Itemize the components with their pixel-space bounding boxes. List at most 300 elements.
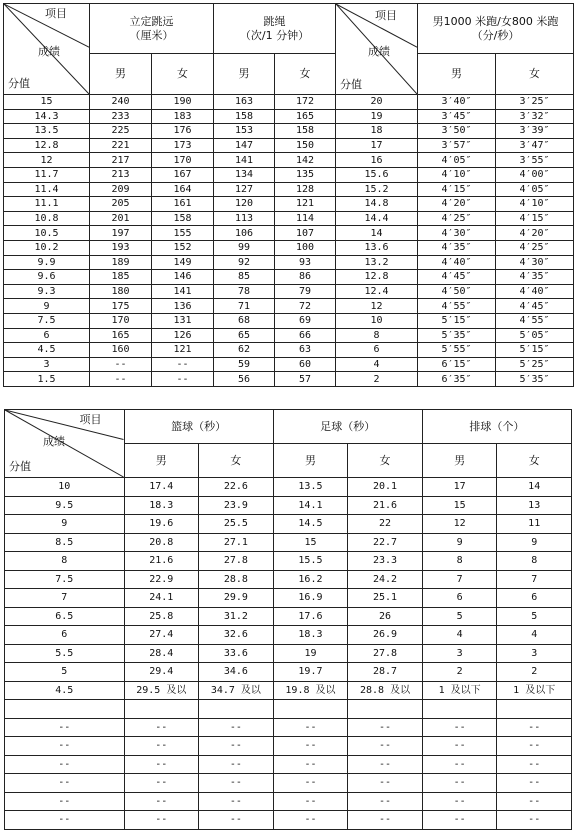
- table-row: [5, 626, 572, 645]
- table-row: [4, 270, 574, 285]
- value-cell: 3′40″: [418, 95, 496, 110]
- value-cell: 197: [90, 226, 152, 241]
- value-cell: 93: [275, 255, 336, 270]
- value-cell: 100: [275, 240, 336, 255]
- points-cell: 5: [5, 663, 125, 682]
- group-header-volleyball: 排球（个）: [422, 410, 571, 444]
- value-cell: 107: [275, 226, 336, 241]
- value-cell: --: [199, 737, 274, 756]
- table-row: [4, 109, 574, 124]
- value-cell: 173: [152, 138, 214, 153]
- points-cell: 9: [4, 299, 90, 314]
- value-cell: 6: [422, 589, 497, 608]
- value-cell: --: [124, 718, 199, 737]
- table-row: [4, 372, 574, 387]
- value-cell: 12.4: [336, 284, 418, 299]
- group-header-jump-rope: [214, 4, 336, 54]
- value-cell: 8: [422, 552, 497, 571]
- value-cell: 165: [90, 328, 152, 343]
- value-cell: 152: [152, 240, 214, 255]
- value-cell: 12: [422, 515, 497, 534]
- value-cell: --: [497, 718, 572, 737]
- value-cell: 4: [497, 626, 572, 645]
- points-cell: 6: [5, 626, 125, 645]
- value-cell: 66: [275, 328, 336, 343]
- points-cell: 11.7: [4, 167, 90, 182]
- value-cell: 221: [90, 138, 152, 153]
- points-cell: 10.8: [4, 211, 90, 226]
- points-cell: 9: [5, 515, 125, 534]
- value-cell: 8: [497, 552, 572, 571]
- corner-item-label: 项目: [45, 7, 67, 20]
- value-cell: 4′15″: [496, 211, 574, 226]
- value-cell: 22.7: [348, 533, 423, 552]
- value-cell: 59: [214, 357, 275, 372]
- sub-header-male: 男: [90, 54, 152, 95]
- value-cell: 56: [214, 372, 275, 387]
- scoring-table-ball-sports: [4, 409, 572, 830]
- points-cell: --: [5, 718, 125, 737]
- value-cell: 65: [214, 328, 275, 343]
- sub-header-female: 女: [496, 54, 574, 95]
- value-cell: 15.2: [336, 182, 418, 197]
- value-cell: 158: [275, 124, 336, 139]
- corner-points-label: 分值: [8, 77, 30, 90]
- group-unit: （分/秒）: [471, 28, 520, 42]
- value-cell: 29.9: [199, 589, 274, 608]
- value-cell: 135: [275, 167, 336, 182]
- value-cell: 20: [336, 95, 418, 110]
- points-cell: 12: [4, 153, 90, 168]
- sub-header-male: 男: [124, 444, 199, 478]
- corner-item-label: 项目: [375, 9, 398, 22]
- points-cell: 7.5: [5, 570, 125, 589]
- table-row: [4, 226, 574, 241]
- value-cell: 167: [152, 167, 214, 182]
- value-cell: 209: [90, 182, 152, 197]
- table-row: [4, 343, 574, 358]
- value-cell: 2: [422, 663, 497, 682]
- corner-item-label: 项目: [79, 413, 102, 426]
- corner-points-label: 分值: [9, 460, 31, 473]
- group-header-distance-run: [418, 4, 574, 54]
- corner-score-label: 成绩: [43, 435, 65, 448]
- value-cell: 16.2: [273, 570, 348, 589]
- value-cell: 78: [214, 284, 275, 299]
- value-cell: 121: [275, 197, 336, 212]
- value-cell: 141: [214, 153, 275, 168]
- sub-header-female: 女: [275, 54, 336, 95]
- value-cell: 33.6: [199, 644, 274, 663]
- value-cell: 4′05″: [418, 153, 496, 168]
- value-cell: 4′05″: [496, 182, 574, 197]
- sub-header-male: 男: [214, 54, 275, 95]
- value-cell: 22: [348, 515, 423, 534]
- points-cell: 10: [5, 478, 125, 497]
- value-cell: --: [497, 792, 572, 811]
- value-cell: 3′50″: [418, 124, 496, 139]
- value-cell: 2: [497, 663, 572, 682]
- value-cell: --: [124, 755, 199, 774]
- table-row: [5, 644, 572, 663]
- value-cell: 8: [336, 328, 418, 343]
- value-cell: --: [124, 811, 199, 830]
- value-cell: 60: [275, 357, 336, 372]
- table-row: [5, 589, 572, 608]
- value-cell: 4′45″: [496, 299, 574, 314]
- value-cell: 113: [214, 211, 275, 226]
- table-row: [5, 811, 572, 830]
- value-cell: 4′20″: [418, 197, 496, 212]
- value-cell: 25.8: [124, 607, 199, 626]
- value-cell: --: [497, 755, 572, 774]
- value-cell: 5′25″: [496, 357, 574, 372]
- value-cell: 158: [214, 109, 275, 124]
- points-cell: 6.5: [5, 607, 125, 626]
- value-cell: 15.6: [336, 167, 418, 182]
- value-cell: 7: [497, 570, 572, 589]
- value-cell: 2: [336, 372, 418, 387]
- points-cell: 10.2: [4, 240, 90, 255]
- value-cell: --: [199, 811, 274, 830]
- value-cell: 4′45″: [418, 270, 496, 285]
- value-cell: 5′35″: [418, 328, 496, 343]
- value-cell: 4′55″: [418, 299, 496, 314]
- value-cell: 20.8: [124, 533, 199, 552]
- table-row: [4, 124, 574, 139]
- value-cell: 5′35″: [496, 372, 574, 387]
- value-cell: 62: [214, 343, 275, 358]
- value-cell: 170: [152, 153, 214, 168]
- value-cell: 20.1: [348, 478, 423, 497]
- value-cell: --: [348, 774, 423, 793]
- table-row: [4, 138, 574, 153]
- value-cell: [273, 700, 348, 719]
- table-row: [5, 718, 572, 737]
- corner-header-cell: [5, 410, 125, 478]
- value-cell: 6: [497, 589, 572, 608]
- value-cell: 106: [214, 226, 275, 241]
- group-header-basketball: 篮球（秒）: [124, 410, 273, 444]
- value-cell: 161: [152, 197, 214, 212]
- value-cell: 5′15″: [418, 313, 496, 328]
- value-cell: 6′15″: [418, 357, 496, 372]
- value-cell: 14: [336, 226, 418, 241]
- value-cell: 201: [90, 211, 152, 226]
- value-cell: 170: [90, 313, 152, 328]
- value-cell: 19: [273, 644, 348, 663]
- sub-header-male: 男: [422, 444, 497, 478]
- value-cell: 14: [497, 478, 572, 497]
- table-row: [5, 533, 572, 552]
- table-row: [5, 774, 572, 793]
- value-cell: 150: [275, 138, 336, 153]
- value-cell: 4′35″: [496, 270, 574, 285]
- value-cell: [124, 700, 199, 719]
- value-cell: 32.6: [199, 626, 274, 645]
- value-cell: 1 及以下: [497, 681, 572, 700]
- table2-body: [5, 478, 572, 830]
- value-cell: 26: [348, 607, 423, 626]
- value-cell: 23.9: [199, 496, 274, 515]
- value-cell: 4′40″: [418, 255, 496, 270]
- table-row: [4, 357, 574, 372]
- value-cell: 22.6: [199, 478, 274, 497]
- value-cell: 185: [90, 270, 152, 285]
- value-cell: 15.5: [273, 552, 348, 571]
- value-cell: 213: [90, 167, 152, 182]
- value-cell: 14.1: [273, 496, 348, 515]
- value-cell: 19.8 及以: [273, 681, 348, 700]
- value-cell: [497, 700, 572, 719]
- value-cell: --: [152, 357, 214, 372]
- value-cell: 217: [90, 153, 152, 168]
- table-row: [5, 792, 572, 811]
- value-cell: 233: [90, 109, 152, 124]
- value-cell: 79: [275, 284, 336, 299]
- value-cell: --: [199, 718, 274, 737]
- value-cell: 1 及以下: [422, 681, 497, 700]
- value-cell: 23.3: [348, 552, 423, 571]
- value-cell: 27.8: [199, 552, 274, 571]
- table-row: [4, 328, 574, 343]
- value-cell: 3′39″: [496, 124, 574, 139]
- value-cell: 6: [336, 343, 418, 358]
- table-row: [4, 153, 574, 168]
- table-row: [5, 515, 572, 534]
- points-cell: 11.1: [4, 197, 90, 212]
- value-cell: 24.2: [348, 570, 423, 589]
- value-cell: 25.5: [199, 515, 274, 534]
- value-cell: 18.3: [273, 626, 348, 645]
- points-cell: 12.8: [4, 138, 90, 153]
- table-row: [4, 167, 574, 182]
- value-cell: --: [348, 737, 423, 756]
- value-cell: --: [124, 792, 199, 811]
- value-cell: 190: [152, 95, 214, 110]
- value-cell: 28.8: [199, 570, 274, 589]
- value-cell: [422, 700, 497, 719]
- value-cell: 121: [152, 343, 214, 358]
- points-cell: --: [5, 792, 125, 811]
- value-cell: 163: [214, 95, 275, 110]
- points-cell: 9.5: [5, 496, 125, 515]
- value-cell: 27.1: [199, 533, 274, 552]
- value-cell: --: [273, 718, 348, 737]
- value-cell: --: [348, 755, 423, 774]
- table-row: [4, 313, 574, 328]
- value-cell: [348, 700, 423, 719]
- corner-score-label: 成绩: [368, 45, 391, 58]
- value-cell: 4′10″: [418, 167, 496, 182]
- value-cell: 4′30″: [496, 255, 574, 270]
- value-cell: 34.7 及以: [199, 681, 274, 700]
- sub-header-female: 女: [348, 444, 423, 478]
- value-cell: 3: [497, 644, 572, 663]
- corner-points-label: 分值: [340, 78, 363, 91]
- value-cell: 5′05″: [496, 328, 574, 343]
- value-cell: 136: [152, 299, 214, 314]
- value-cell: --: [90, 357, 152, 372]
- points-cell: 15: [4, 95, 90, 110]
- value-cell: 24.1: [124, 589, 199, 608]
- value-cell: 4′50″: [418, 284, 496, 299]
- table-row: [5, 478, 572, 497]
- group-unit: （厘米）: [129, 28, 174, 42]
- value-cell: 21.6: [124, 552, 199, 571]
- table-row: [5, 663, 572, 682]
- value-cell: 193: [90, 240, 152, 255]
- corner-header-cell-2: [336, 4, 418, 95]
- value-cell: 72: [275, 299, 336, 314]
- value-cell: 17.4: [124, 478, 199, 497]
- value-cell: 15: [422, 496, 497, 515]
- value-cell: 69: [275, 313, 336, 328]
- table-row: [4, 255, 574, 270]
- value-cell: 3′45″: [418, 109, 496, 124]
- points-cell: --: [5, 774, 125, 793]
- value-cell: --: [422, 755, 497, 774]
- value-cell: 3′57″: [418, 138, 496, 153]
- value-cell: 28.4: [124, 644, 199, 663]
- sub-header-male: 男: [418, 54, 496, 95]
- value-cell: --: [422, 737, 497, 756]
- value-cell: 15: [273, 533, 348, 552]
- value-cell: 153: [214, 124, 275, 139]
- value-cell: 176: [152, 124, 214, 139]
- value-cell: 29.4: [124, 663, 199, 682]
- value-cell: 4′40″: [496, 284, 574, 299]
- table-row: [4, 95, 574, 110]
- value-cell: 134: [214, 167, 275, 182]
- value-cell: 5: [422, 607, 497, 626]
- value-cell: --: [273, 811, 348, 830]
- points-cell: 4.5: [4, 343, 90, 358]
- value-cell: 160: [90, 343, 152, 358]
- value-cell: 4′35″: [418, 240, 496, 255]
- value-cell: 57: [275, 372, 336, 387]
- value-cell: 155: [152, 226, 214, 241]
- value-cell: 3: [422, 644, 497, 663]
- sub-header-female: 女: [497, 444, 572, 478]
- group-header-standing-jump: [90, 4, 214, 54]
- points-cell: --: [5, 755, 125, 774]
- value-cell: --: [422, 718, 497, 737]
- value-cell: 14.5: [273, 515, 348, 534]
- sub-header-female: 女: [199, 444, 274, 478]
- value-cell: --: [124, 737, 199, 756]
- value-cell: 9: [422, 533, 497, 552]
- value-cell: 13.2: [336, 255, 418, 270]
- value-cell: 3′32″: [496, 109, 574, 124]
- value-cell: 5: [497, 607, 572, 626]
- value-cell: 17: [336, 138, 418, 153]
- value-cell: 114: [275, 211, 336, 226]
- points-cell: 6: [4, 328, 90, 343]
- value-cell: 225: [90, 124, 152, 139]
- value-cell: 127: [214, 182, 275, 197]
- value-cell: 85: [214, 270, 275, 285]
- value-cell: --: [90, 372, 152, 387]
- value-cell: --: [348, 811, 423, 830]
- value-cell: 147: [214, 138, 275, 153]
- value-cell: 19.7: [273, 663, 348, 682]
- value-cell: 18.3: [124, 496, 199, 515]
- value-cell: 19: [336, 109, 418, 124]
- value-cell: 14.8: [336, 197, 418, 212]
- value-cell: 180: [90, 284, 152, 299]
- corner-header-cell: [4, 4, 90, 95]
- value-cell: 12.8: [336, 270, 418, 285]
- value-cell: 5′15″: [496, 343, 574, 358]
- group-unit: （次/1 分钟）: [239, 28, 310, 42]
- value-cell: 146: [152, 270, 214, 285]
- points-cell: --: [5, 737, 125, 756]
- table-row: [4, 211, 574, 226]
- value-cell: 3′55″: [496, 153, 574, 168]
- value-cell: --: [273, 737, 348, 756]
- points-cell: 9.6: [4, 270, 90, 285]
- value-cell: --: [348, 792, 423, 811]
- value-cell: --: [273, 774, 348, 793]
- table-row: [5, 681, 572, 700]
- value-cell: 28.7: [348, 663, 423, 682]
- value-cell: 4′20″: [496, 226, 574, 241]
- table1-body: [4, 95, 574, 387]
- value-cell: 26.9: [348, 626, 423, 645]
- value-cell: 149: [152, 255, 214, 270]
- value-cell: 17: [422, 478, 497, 497]
- points-cell: 7.5: [4, 313, 90, 328]
- table-row: [4, 284, 574, 299]
- value-cell: 164: [152, 182, 214, 197]
- points-cell: 9.3: [4, 284, 90, 299]
- scoring-table-running-jumping: [3, 3, 574, 387]
- points-cell: 3: [4, 357, 90, 372]
- value-cell: 27.4: [124, 626, 199, 645]
- value-cell: 126: [152, 328, 214, 343]
- value-cell: 13.6: [336, 240, 418, 255]
- points-cell: [5, 700, 125, 719]
- table-row: [4, 197, 574, 212]
- value-cell: 28.8 及以: [348, 681, 423, 700]
- group-title: 立定跳远: [129, 14, 174, 28]
- value-cell: --: [497, 737, 572, 756]
- value-cell: 189: [90, 255, 152, 270]
- group-title: 跳绳: [263, 14, 286, 28]
- corner-score-label: 成绩: [38, 45, 60, 58]
- value-cell: --: [199, 755, 274, 774]
- points-cell: 8: [5, 552, 125, 571]
- value-cell: --: [497, 774, 572, 793]
- table-row: [4, 299, 574, 314]
- value-cell: 128: [275, 182, 336, 197]
- value-cell: 13: [497, 496, 572, 515]
- table-row: [5, 737, 572, 756]
- value-cell: 99: [214, 240, 275, 255]
- value-cell: 131: [152, 313, 214, 328]
- value-cell: --: [152, 372, 214, 387]
- value-cell: 4′30″: [418, 226, 496, 241]
- points-cell: 5.5: [5, 644, 125, 663]
- value-cell: 22.9: [124, 570, 199, 589]
- value-cell: --: [199, 792, 274, 811]
- value-cell: --: [422, 792, 497, 811]
- value-cell: 16.9: [273, 589, 348, 608]
- value-cell: 14.4: [336, 211, 418, 226]
- value-cell: 63: [275, 343, 336, 358]
- value-cell: 4′10″: [496, 197, 574, 212]
